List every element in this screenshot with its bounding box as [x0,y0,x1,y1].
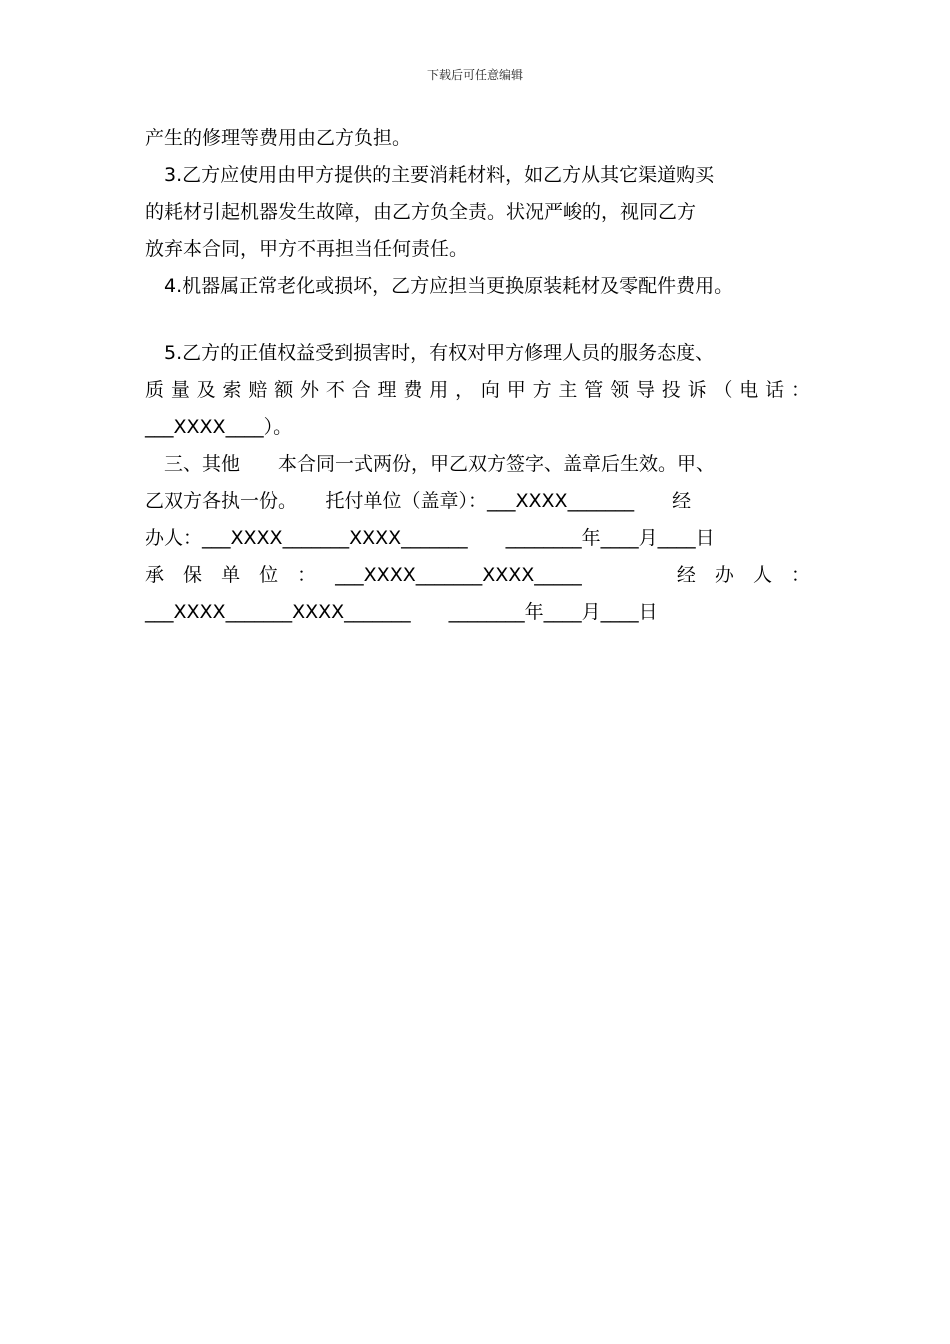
page-header: 下载后可任意编辑 [426,68,523,82]
contract-body [145,120,810,631]
paragraph-clause-5 [145,335,810,446]
text-line: 三、其他 本合同一式两份，甲乙双方签字、盖章后生效。甲、 [164,453,716,475]
paragraph-clause-4 [145,268,810,305]
paragraph-spacer [145,305,810,335]
text-line: ___XXXX____）。 [145,416,293,438]
text-line: 4.机器属正常老化或损坏，乙方应担当更换原装耗材及零配件费用。 [164,275,734,297]
text-line: 的耗材引起机器发生故障，由乙方负全责。状况严峻的，视同乙方 [145,201,697,223]
text-line: 办人：___XXXX_______XXXX_______ ________年____月____日 [145,527,715,549]
text-line: 产生的修理等费用由乙方负担。 [145,127,412,149]
paragraph-other-terms [145,446,810,631]
paragraph-clause-3 [145,157,810,268]
text-line: ___XXXX_______XXXX_______ ________年____月____日 [145,601,658,623]
text-line: 质量及索赔额外不合理费用，向甲方主管领导投诉（电话： [145,379,810,401]
text-line: 3.乙方应使用由甲方提供的主要消耗材料，如乙方从其它渠道购买 [164,164,715,186]
paragraph-cost-burden [145,120,810,157]
text-line: 承保单位：___XXXX_______XXXX_____ 经办人： [145,564,810,586]
text-line: 5.乙方的正值权益受到损害时，有权对甲方修理人员的服务态度、 [164,342,715,364]
text-line: 放弃本合同，甲方不再担当任何责任。 [145,238,469,260]
text-line: 乙双方各执一份。 托付单位（盖章）：___XXXX_______ 经 [145,490,692,512]
